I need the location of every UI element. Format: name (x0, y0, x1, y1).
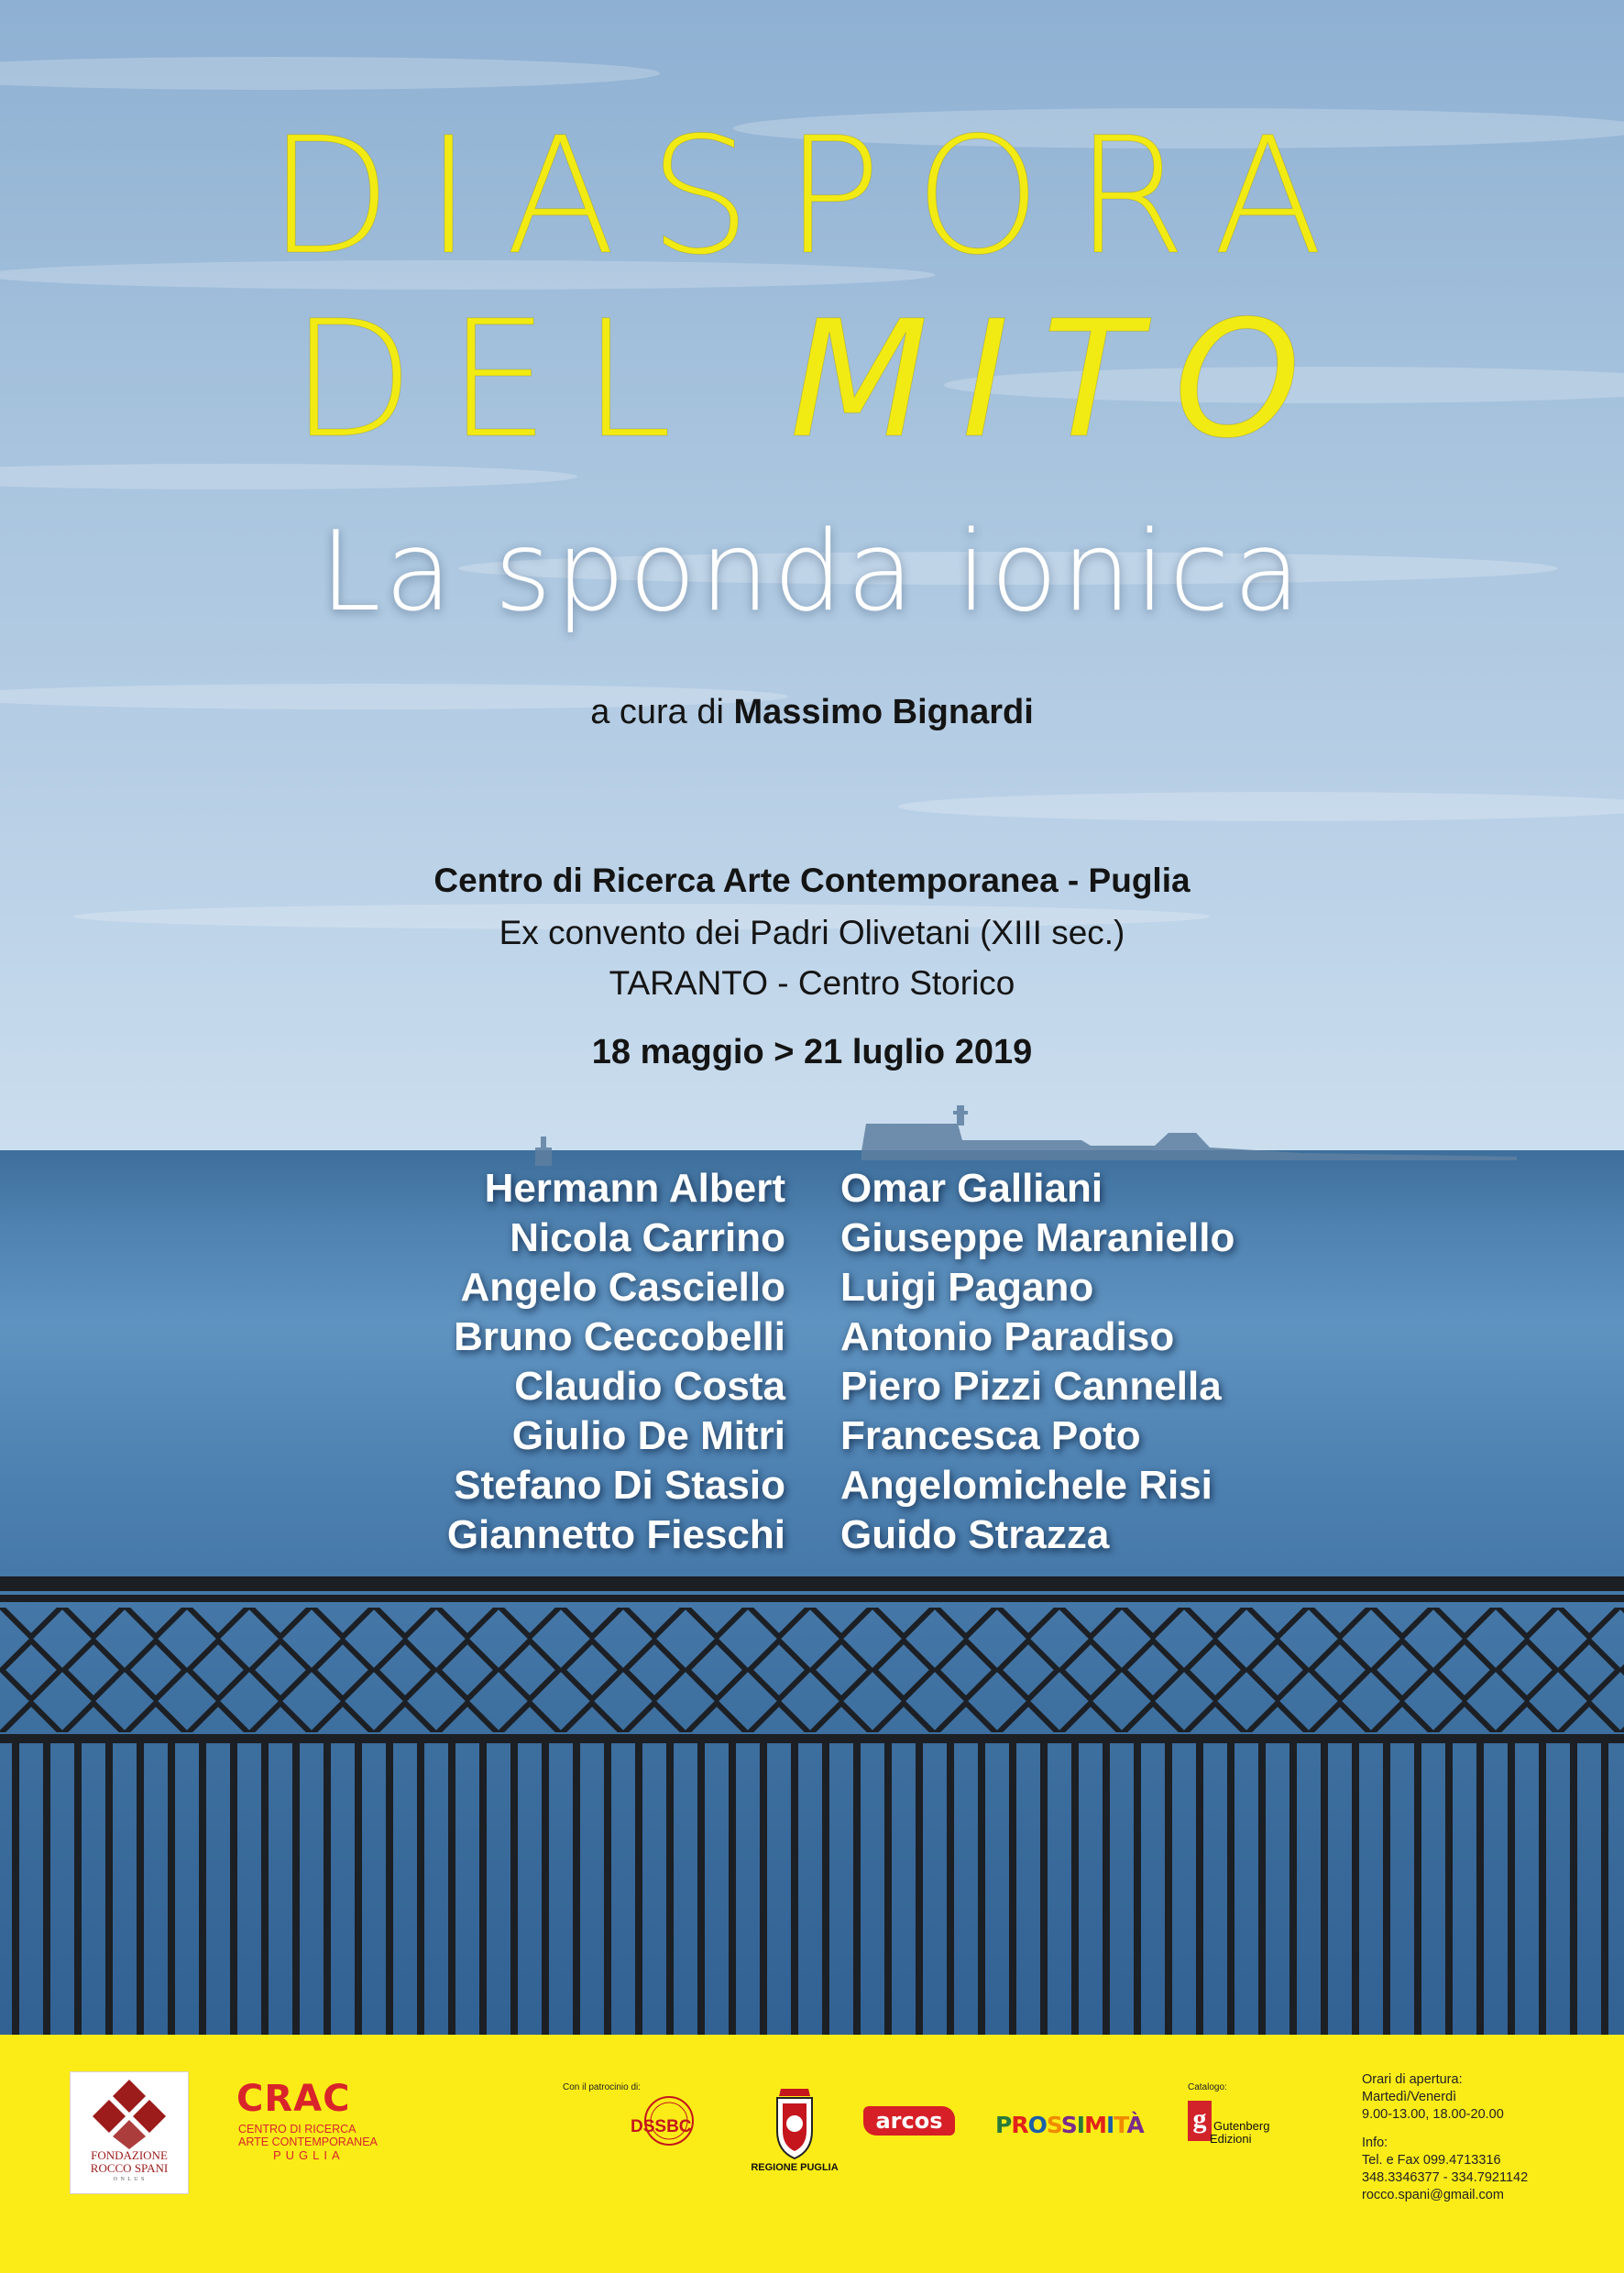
prossimita-letter: R (1011, 2112, 1028, 2138)
venue-name: Centro di Ricerca Arte Contemporanea - Puglia (433, 862, 1191, 899)
artists-left-column (447, 1164, 785, 1560)
curator-name: Massimo Bignardi (733, 693, 1034, 731)
venue-city: TARANTO - Centro Storico (609, 964, 1015, 1002)
prossimita-letter: M (1084, 2112, 1106, 2138)
prossimita-letter: P (995, 2112, 1012, 2138)
info-label: Info: (1362, 2136, 1388, 2150)
artist-name: Giuseppe Maraniello (840, 1215, 1235, 1260)
patrocinio-label: Con il patrocinio di: (563, 2082, 642, 2092)
fondazione-onlus: O N L U S (113, 2177, 146, 2182)
artist-name: Antonio Paradiso (840, 1314, 1175, 1359)
crac-line-3: PUGLIA (273, 2148, 345, 2162)
crac-line-1: CENTRO DI RICERCA (238, 2123, 357, 2136)
prossimita-letter: O (1027, 2112, 1047, 2138)
artist-name: Luigi Pagano (840, 1265, 1094, 1310)
prossimita-letter: S (1060, 2112, 1077, 2138)
artist-name: Francesca Poto (840, 1413, 1141, 1458)
prossimita-letter: I (1105, 2112, 1114, 2138)
dssbc-text: DSSBC (631, 2117, 692, 2136)
curator-prefix: a cura di (590, 693, 734, 731)
regione-puglia-logo (744, 2085, 845, 2177)
info-email[interactable]: rocco.spani@gmail.com (1362, 2188, 1504, 2202)
orari-days: Martedì/Venerdì (1362, 2090, 1457, 2104)
crac-logo (236, 2079, 420, 2170)
prossimita-letter: I (1076, 2112, 1085, 2138)
fondazione-name (71, 2149, 188, 2175)
gutenberg-name: Gutenberg (1213, 2119, 1270, 2133)
contacts-block (1362, 2071, 1528, 2204)
curator-line (0, 693, 1624, 732)
gutenberg-edizioni: Edizioni (1210, 2132, 1252, 2146)
dssbc-logo (625, 2092, 713, 2172)
info-mobile: 348.3346377 - 334.7921142 (1362, 2170, 1529, 2185)
exhibition-dates: 18 maggio > 21 luglio 2019 (591, 1033, 1033, 1071)
artist-name: Angelo Casciello (460, 1265, 785, 1310)
fondazione-logo (70, 2071, 189, 2194)
prossimita-letter: S (1046, 2112, 1061, 2138)
artist-name: Piero Pizzi Cannella (840, 1364, 1222, 1409)
regione-text: REGIONE PUGLIA (751, 2162, 839, 2173)
prossimita-mark (995, 2112, 1144, 2138)
fondazione-name-line-2: ROCCO SPANI (90, 2161, 169, 2175)
arcos-mark: arcos (863, 2106, 955, 2136)
crac-mark: CRAC (236, 2078, 351, 2120)
artist-name: Hermann Albert (484, 1166, 785, 1211)
island-silhouette (0, 1100, 1624, 1173)
subtitle: La sponda ionica (319, 509, 1305, 636)
prossimita-letter: T (1114, 2112, 1127, 2138)
title-del: DEL (290, 286, 790, 474)
orari-label: Orari di apertura: (1362, 2072, 1463, 2087)
artists-right-column (840, 1164, 1234, 1560)
footer-bar (0, 2035, 1624, 2273)
artist-name: Claudio Costa (514, 1364, 785, 1409)
artist-name: Stefano Di Stasio (454, 1463, 785, 1508)
catalogo-label: Catalogo: (1188, 2082, 1227, 2092)
orari-hours: 9.00-13.00, 18.00-20.00 (1362, 2107, 1504, 2122)
artist-name: Bruno Ceccobelli (454, 1314, 785, 1359)
artist-name: Giannetto Fieschi (446, 1512, 785, 1557)
artist-name: Nicola Carrino (510, 1215, 785, 1260)
fondazione-diamond-icon (71, 2072, 188, 2149)
artist-name: Omar Galliani (840, 1166, 1103, 1211)
gutenberg-logo (1188, 2101, 1289, 2156)
info-tel: Tel. e Fax 099.4713316 (1362, 2153, 1501, 2168)
arcos-logo (861, 2106, 962, 2159)
artist-name: Guido Strazza (840, 1512, 1110, 1557)
crac-line-2: ARTE CONTEMPORANEA (238, 2136, 378, 2148)
title-mito: MITO (789, 286, 1334, 474)
gutenberg-mark: g (1188, 2101, 1212, 2141)
artist-name: Giulio De Mitri (511, 1413, 785, 1458)
title-line-1: DIASPORA (268, 103, 1356, 291)
title-line-2 (0, 286, 1624, 474)
prossimita-logo (995, 2112, 1144, 2148)
regione-crest-icon (744, 2085, 845, 2160)
fondazione-name-line-1: FONDAZIONE (91, 2148, 168, 2162)
prossimita-letter: À (1126, 2112, 1144, 2138)
artist-name: Angelomichele Risi (840, 1463, 1213, 1508)
venue-building: Ex convento dei Padri Olivetani (XIII sec.) (499, 914, 1125, 951)
